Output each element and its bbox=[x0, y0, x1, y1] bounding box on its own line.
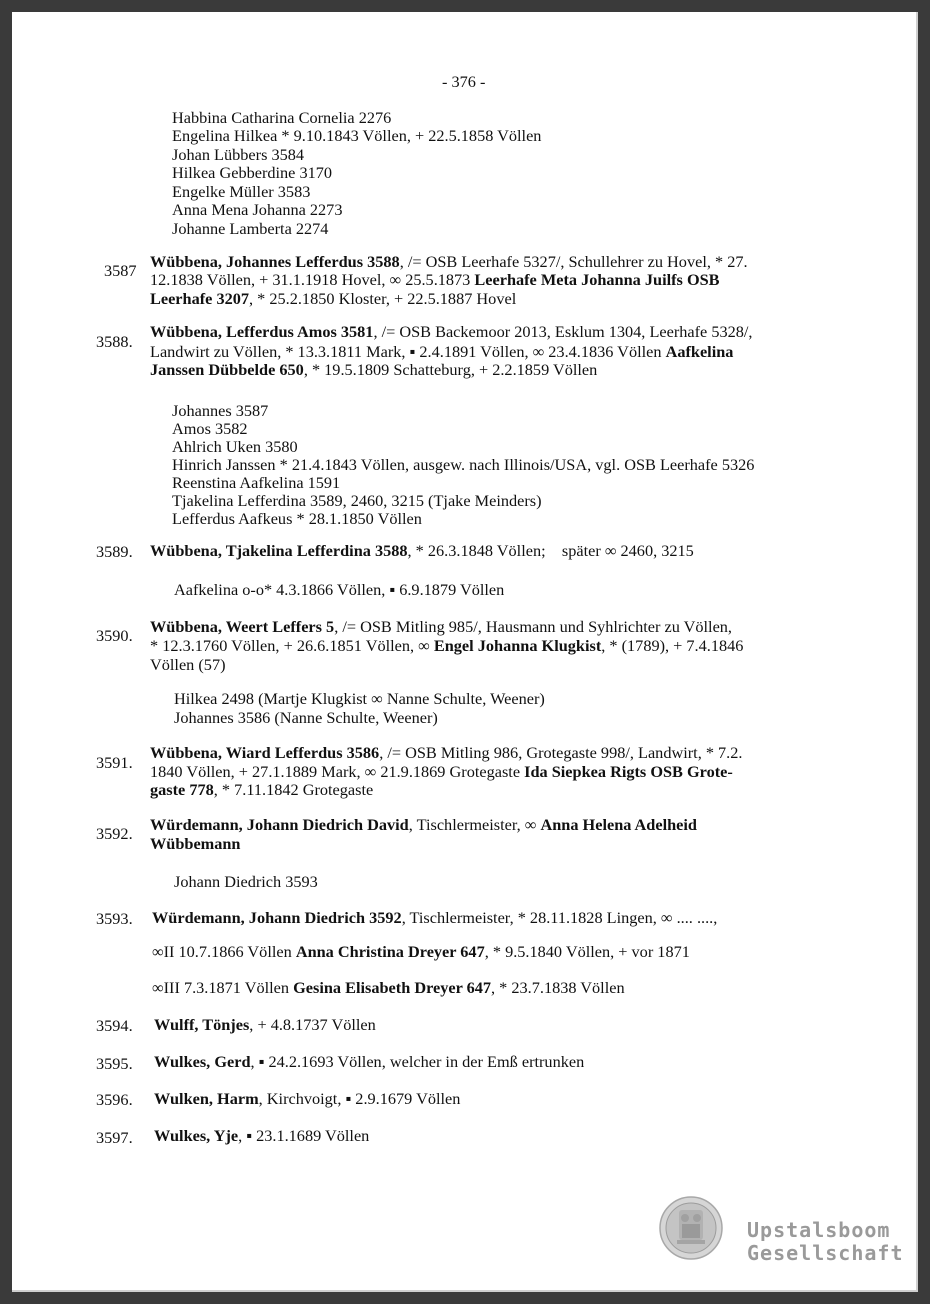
entry-line: 1840 Völlen, + 27.1.1889 Mark, ∞ 21.9.1869 Grotegaste Ida Siepkea Rigts OSB Grote- bbox=[150, 762, 733, 781]
entry-line: gaste 778, * 7.11.1842 Grotegaste bbox=[150, 780, 374, 799]
child-line: Johan Lübbers 3584 bbox=[172, 145, 305, 164]
entry-line: Janssen Dübbelde 650, * 19.5.1809 Schatteburg, + 2.2.1859 Völlen bbox=[150, 360, 598, 379]
entry-number: 3595. bbox=[96, 1054, 133, 1073]
entry-line: Wulken, Harm, Kirchvoigt, ▪ 2.9.1679 Völlen bbox=[154, 1089, 461, 1108]
entry-name: Wübbena, Weert Leffers 5 bbox=[150, 617, 335, 636]
entry-number: 3597. bbox=[96, 1128, 133, 1147]
entry-number: 3588. bbox=[96, 332, 133, 351]
entry-name: Wübbena, Wiard Lefferdus 3586 bbox=[150, 743, 380, 762]
child-line: Habbina Catharina Cornelia 2276 bbox=[172, 108, 392, 127]
entry-line: Landwirt zu Völlen, * 13.3.1811 Mark, ▪ 2.4.1891 Völlen, ∞ 23.4.1836 Völlen Aafkelina bbox=[150, 342, 734, 361]
child-line: Engelke Müller 3583 bbox=[172, 182, 311, 201]
entry-name: Wübbena, Lefferdus Amos 3581 bbox=[150, 322, 374, 341]
entry-name: Wulken, Harm bbox=[154, 1089, 259, 1108]
entry-number: 3594. bbox=[96, 1016, 133, 1035]
entry-name: Wulff, Tönjes bbox=[154, 1015, 250, 1034]
child-line: Johannes 3586 (Nanne Schulte, Weener) bbox=[174, 708, 438, 727]
child-line: Ahlrich Uken 3580 bbox=[172, 437, 298, 456]
entry-name: Wulkes, Gerd bbox=[154, 1052, 251, 1071]
child-line: Amos 3582 bbox=[172, 419, 248, 438]
page-number: - 376 - bbox=[442, 72, 486, 91]
logo-text-line1: Upstalsboom bbox=[747, 1218, 891, 1242]
entry-name: Würdemann, Johann Diedrich David bbox=[150, 815, 409, 834]
document-page bbox=[12, 12, 918, 1292]
entry-line: Wübbena, Wiard Lefferdus 3586, /= OSB Mitling 986, Grotegaste 998/, Landwirt, * 7.2. bbox=[150, 743, 743, 762]
entry-number: 3591. bbox=[96, 753, 133, 772]
entry-line: Wübbena, Tjakelina Lefferdina 3588, * 26.3.1848 Völlen; später ∞ 2460, 3215 bbox=[150, 541, 694, 560]
entry-name: Wübbena, Johannes Lefferdus 3588 bbox=[150, 252, 400, 271]
entry-line: Wulkes, Yje, ▪ 23.1.1689 Völlen bbox=[154, 1126, 370, 1145]
child-line: Hilkea 2498 (Martje Klugkist ∞ Nanne Schulte, Weener) bbox=[174, 689, 545, 708]
child-line: Hilkea Gebberdine 3170 bbox=[172, 163, 333, 182]
entry-number: 3589. bbox=[96, 542, 133, 561]
entry-line: Wübbena, Johannes Lefferdus 3588, /= OSB Leerhafe 5327/, Schullehrer zu Hovel, * 27. bbox=[150, 252, 748, 271]
entry-line: * 12.3.1760 Völlen, + 26.6.1851 Völlen, ∞ Engel Johanna Klugkist, * (1789), + 7.4.1846 bbox=[150, 636, 744, 655]
child-line: Tjakelina Lefferdina 3589, 2460, 3215 (Tjake Meinders) bbox=[172, 491, 542, 510]
child-line: Aafkelina o-o* 4.3.1866 Völlen, ▪ 6.9.1879 Völlen bbox=[174, 580, 505, 599]
entry-line: Wulff, Tönjes, + 4.8.1737 Völlen bbox=[154, 1015, 376, 1034]
child-line: Lefferdus Aafkeus * 28.1.1850 Völlen bbox=[172, 509, 422, 528]
child-line: Johann Diedrich 3593 bbox=[174, 872, 318, 891]
child-line: Johanne Lamberta 2274 bbox=[172, 219, 329, 238]
child-line: Anna Mena Johanna 2273 bbox=[172, 200, 343, 219]
logo-text-line2: Gesellschaft bbox=[747, 1241, 904, 1265]
entry-line: ∞II 10.7.1866 Völlen Anna Christina Dreyer 647, * 9.5.1840 Völlen, + vor 1871 bbox=[152, 942, 690, 961]
child-line: Hinrich Janssen * 21.4.1843 Völlen, ausgew. nach Illinois/USA, vgl. OSB Leerhafe 5326 bbox=[172, 455, 755, 474]
entry-line: Leerhafe 3207, * 25.2.1850 Kloster, + 22.5.1887 Hovel bbox=[150, 289, 517, 308]
entry-line: 12.1838 Völlen, + 31.1.1918 Hovel, ∞ 25.5.1873 Leerhafe Meta Johanna Juilfs OSB bbox=[150, 270, 720, 289]
entry-line: Wübbemann bbox=[150, 834, 241, 853]
entry-line: Völlen (57) bbox=[150, 655, 226, 674]
entry-name: Wübbena, Tjakelina Lefferdina 3588 bbox=[150, 541, 408, 560]
seal-logo-icon bbox=[659, 1196, 723, 1260]
entry-name: Wulkes, Yje bbox=[154, 1126, 239, 1145]
entry-number: 3587 bbox=[104, 261, 137, 280]
entry-line: Wübbena, Lefferdus Amos 3581, /= OSB Backemoor 2013, Esklum 1304, Leerhafe 5328/, bbox=[150, 322, 753, 341]
entry-line: ∞III 7.3.1871 Völlen Gesina Elisabeth Dreyer 647, * 23.7.1838 Völlen bbox=[152, 978, 625, 997]
entry-number: 3596. bbox=[96, 1090, 133, 1109]
entry-line: Wulkes, Gerd, ▪ 24.2.1693 Völlen, welcher in der Emß ertrunken bbox=[154, 1052, 585, 1071]
entry-line: Würdemann, Johann Diedrich David, Tischlermeister, ∞ Anna Helena Adelheid bbox=[150, 815, 697, 834]
entry-line: Würdemann, Johann Diedrich 3592, Tischlermeister, * 28.11.1828 Lingen, ∞ .... ...., bbox=[152, 908, 718, 927]
entry-number: 3590. bbox=[96, 626, 133, 645]
entry-line: Wübbena, Weert Leffers 5, /= OSB Mitling 985/, Hausmann und Syhlrichter zu Völlen, bbox=[150, 617, 733, 636]
child-line: Engelina Hilkea * 9.10.1843 Völlen, + 22.5.1858 Völlen bbox=[172, 126, 542, 145]
child-line: Reenstina Aafkelina 1591 bbox=[172, 473, 341, 492]
child-line: Johannes 3587 bbox=[172, 401, 269, 420]
entry-number: 3593. bbox=[96, 909, 133, 928]
entry-number: 3592. bbox=[96, 824, 133, 843]
entry-name: Würdemann, Johann Diedrich 3592 bbox=[152, 908, 402, 927]
